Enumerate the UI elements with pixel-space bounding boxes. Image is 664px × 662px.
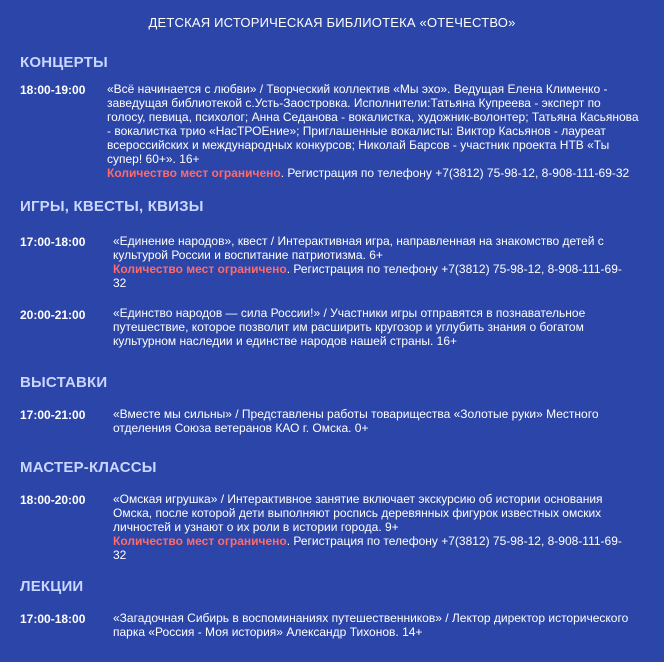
limited-seats-notice: Количество мест ограничено <box>113 262 287 276</box>
event-description <box>113 306 638 348</box>
section-heading: ВЫСТАВКИ <box>20 374 108 391</box>
event-text: «Омская игрушка» / Интерактивное занятие включает экскурсию об истории основания Омска, после которой дети выполняют роспись деревянных фигурок известных омских личностей и узнают о их роли в истории города. 9+ <box>113 492 603 534</box>
event-time: 17:00-18:00 <box>20 235 86 249</box>
event-time: 20:00-21:00 <box>20 308 86 322</box>
section-heading: ЛЕКЦИИ <box>20 578 84 595</box>
event-time: 18:00-19:00 <box>20 83 86 97</box>
event-text: «Загадочная Сибирь в воспоминаниях путешественников» / Лектор директор исторического парка «Россия - Моя история» Александр Тихонов. 14+ <box>113 611 629 639</box>
event-description <box>107 82 639 180</box>
event-description <box>113 407 613 435</box>
section-heading: МАСТЕР-КЛАССЫ <box>20 459 157 476</box>
registration-info: . Регистрация по телефону +7(3812) 75-98-12, 8-908-111-69-32 <box>113 534 622 562</box>
section-heading: КОНЦЕРТЫ <box>20 54 108 71</box>
section-heading: ИГРЫ, КВЕСТЫ, КВИЗЫ <box>20 198 204 215</box>
event-description <box>113 234 633 290</box>
registration-info: . Регистрация по телефону +7(3812) 75-98-12, 8-908-111-69-32 <box>113 262 622 290</box>
event-description <box>113 492 633 562</box>
event-text: «Единство народов — сила России!» / Участники игры отправятся в познавательное путешествие, которое позволит им расширить кругозор и углубить знания о богатом культурном наследии и единстве народов нашей страны. 16+ <box>113 306 586 348</box>
event-time: 17:00-18:00 <box>20 612 86 626</box>
registration-info: . Регистрация по телефону +7(3812) 75-98-12, 8-908-111-69-32 <box>280 166 630 180</box>
event-time: 18:00-20:00 <box>20 493 86 507</box>
event-description <box>113 611 633 639</box>
limited-seats-notice: Количество мест ограничено <box>113 534 287 548</box>
event-text: «Вместе мы сильны» / Представлены работы товарищества «Золотые руки» Местного отделения Союза ветеранов КАО г. Омска. 0+ <box>113 407 599 435</box>
event-time: 17:00-21:00 <box>20 408 86 422</box>
event-text: «Всё начинается с любви» / Творческий коллектив «Мы эхо». Ведущая Елена Клименко - заведущая библиотекой с.Усть-Заостровка. Исполнители:Татьяна Купреева - эксперт по голосу, певица, психолог; Анна Седанова - вокалистка, художник-волонтер; Татьяна Касьянова - вокалистка трио «НасТРОЕние»; Приглашенные вокалисты: Виктор Касьянов - лауреат всероссийских и международных конкурсов; Николай Барсов - участник проекта НТВ «Ты супер! 60+». 16+ <box>107 82 639 166</box>
limited-seats-notice: Количество мест ограничено <box>107 166 281 180</box>
page-title: ДЕТСКАЯ ИСТОРИЧЕСКАЯ БИБЛИОТЕКА «ОТЕЧЕСТВО» <box>148 15 516 30</box>
event-text: «Единение народов», квест / Интерактивная игра, направленная на знакомство детей с культурой России и воспитание патриотизма. 6+ <box>113 234 604 262</box>
